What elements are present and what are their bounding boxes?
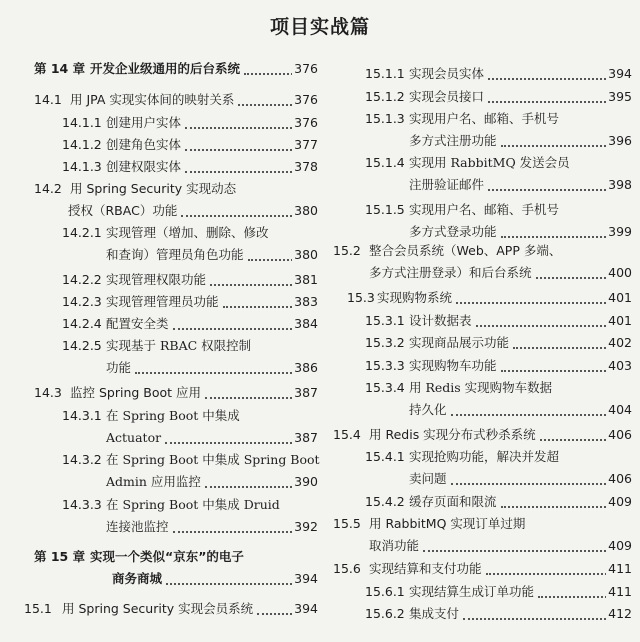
dot-leader <box>451 482 611 485</box>
toc-entry-s14-2-1 <box>0 222 318 266</box>
toc-entry-number: 14.3.3 <box>62 497 102 512</box>
toc-entry-title: 创建权限实体 <box>106 156 183 178</box>
dot-leader <box>423 549 610 552</box>
toc-entry-page-number: 401 <box>606 287 632 309</box>
dot-leader <box>501 505 611 508</box>
toc-entry-page-number: 412 <box>606 603 632 625</box>
toc-entry-page-number: 380 <box>292 244 318 266</box>
toc-entry-number: 14.3.2 <box>62 452 102 467</box>
toc-entry-number: 14.1 <box>34 92 62 107</box>
toc-entry-title: 实现会员接口 <box>409 86 486 108</box>
dot-leader <box>185 148 296 151</box>
toc-entry-number: 15.6 <box>333 561 361 576</box>
toc-entry-s14-3 <box>0 382 318 404</box>
toc-entry-s14-3-2 <box>0 449 318 493</box>
toc-entry-title: 配置安全类 <box>106 313 171 335</box>
dot-leader <box>501 144 611 147</box>
toc-entry-title: 实现用 RabbitMQ 发送会员 <box>409 152 572 174</box>
toc-entry-number: 15.3.4 <box>365 380 405 395</box>
toc-entry-number: 15.1.5 <box>365 202 405 217</box>
toc-entry-title: 开发企业级通用的后台系统 <box>90 58 242 80</box>
page-title: 项目实战篇 <box>269 16 370 38</box>
toc-entry-page-number: 387 <box>292 427 318 449</box>
toc-entry-ch14 <box>0 58 318 80</box>
toc-entry-title: 创建角色实体 <box>106 134 183 156</box>
dot-leader <box>536 276 611 279</box>
toc-entry-number: 14.3 <box>34 385 62 400</box>
dot-leader <box>185 170 296 173</box>
toc-entry-number: 15.6.1 <box>365 584 405 599</box>
toc-entry-page-number: 390 <box>292 471 318 493</box>
dot-leader <box>210 283 296 286</box>
toc-entry-title-continued: 多方式登录功能 <box>409 221 499 243</box>
toc-entry-number: 15.1.2 <box>365 89 405 104</box>
toc-entry-title: 实现一个类似“京东”的电子 <box>90 546 246 568</box>
toc-entry-number: 15.1.1 <box>365 66 405 81</box>
toc-entry-number: 14.2.4 <box>62 316 102 331</box>
toc-entry-s15-1-4 <box>325 152 632 196</box>
toc-entry-title: 在 Spring Boot 中集成 Druid <box>106 494 282 516</box>
toc-entry-title: 用 Spring Security 实现会员系统 <box>62 598 255 620</box>
toc-entry-title-continued: 注册验证邮件 <box>409 174 486 196</box>
dot-leader <box>501 235 611 238</box>
toc-entry-page-number: 411 <box>606 581 632 603</box>
toc-entry-s14-3-1 <box>0 405 318 449</box>
toc-entry-s15-1 <box>0 598 318 620</box>
dot-leader <box>488 100 610 103</box>
dot-leader <box>476 324 611 327</box>
toc-entry-s15-1-1 <box>325 63 632 85</box>
toc-entry-number: 15.4 <box>333 427 361 442</box>
toc-entry-s15-4-1 <box>325 446 632 490</box>
toc-entry-number: 15.6.2 <box>365 606 405 621</box>
toc-entry-title: 在 Spring Boot 中集成 <box>106 405 242 427</box>
toc-entry-s14-2-4 <box>0 313 318 335</box>
toc-entry-s14-1-2 <box>0 134 318 156</box>
toc-entry-s14-1 <box>0 89 318 111</box>
toc-entry-title: 用 Redis 实现分布式秒杀系统 <box>369 424 538 446</box>
toc-entry-s15-3-4 <box>325 377 632 421</box>
dot-leader <box>248 258 297 261</box>
toc-entry-page-number: 395 <box>606 86 632 108</box>
dot-leader <box>540 438 610 441</box>
toc-entry-number: 15.1.3 <box>365 111 405 126</box>
toc-entry-title: 监控 Spring Boot 应用 <box>70 382 203 404</box>
toc-entry-title: 实现管理权限功能 <box>106 269 208 291</box>
toc-entry-page-number: 402 <box>606 332 632 354</box>
dot-leader <box>165 441 296 444</box>
toc-entry-number: 14.2.3 <box>62 294 102 309</box>
dot-leader <box>456 301 610 304</box>
toc-entry-page-number: 392 <box>292 516 318 538</box>
toc-entry-page-number: 381 <box>292 269 318 291</box>
toc-entry-s15-5 <box>325 513 632 557</box>
dot-leader <box>488 77 610 80</box>
toc-entry-title: 用 RabbitMQ 实现订单过期 <box>369 513 527 535</box>
toc-entry-title: 整合会员系统（Web、APP 多端、 <box>369 240 563 262</box>
toc-entry-s15-3-1 <box>325 310 632 332</box>
toc-entry-number: 15.4.2 <box>365 494 405 509</box>
toc-entry-number: 14.2.2 <box>62 272 102 287</box>
toc-entry-page-number: 387 <box>292 382 318 404</box>
toc-entry-s15-3-3 <box>325 355 632 377</box>
toc-entry-s15-4-2 <box>325 491 632 513</box>
dot-leader <box>486 572 611 575</box>
toc-entry-title: 实现购物系统 <box>377 287 454 309</box>
toc-entry-number: 第 15 章 <box>34 549 86 564</box>
toc-entry-title-continued: 取消功能 <box>369 535 421 557</box>
toc-entry-title: 实现购物车功能 <box>409 355 499 377</box>
dot-leader <box>451 413 611 416</box>
toc-entry-page-number: 401 <box>606 310 632 332</box>
dot-leader <box>135 371 296 374</box>
toc-entry-page-number: 384 <box>292 313 318 335</box>
dot-leader <box>166 582 296 585</box>
dot-leader <box>181 214 296 217</box>
toc-entry-s15-6 <box>325 558 632 580</box>
toc-entry-page-number: 376 <box>292 58 318 80</box>
dot-leader <box>205 396 296 399</box>
toc-entry-title: 缓存页面和限流 <box>409 491 499 513</box>
toc-entry-number: 15.3 <box>347 290 375 305</box>
dot-leader <box>501 369 611 372</box>
toc-entry-title-continued: 和查询）管理员角色功能 <box>106 244 246 266</box>
toc-entry-title: 实现会员实体 <box>409 63 486 85</box>
toc-entry-number: 14.1.3 <box>62 159 102 174</box>
toc-entry-title: 创建用户实体 <box>106 112 183 134</box>
toc-entry-title: 实现管理管理员功能 <box>106 291 221 313</box>
dot-leader <box>257 612 296 615</box>
toc-entry-title: 实现结算和支付功能 <box>369 558 484 580</box>
toc-entry-s15-6-2 <box>325 603 632 625</box>
toc-entry-title-continued: 授权（RBAC）功能 <box>68 200 179 222</box>
toc-entry-number: 14.1.1 <box>62 115 102 130</box>
toc-entry-s14-3-3 <box>0 494 318 538</box>
toc-entry-page-number: 399 <box>606 221 632 243</box>
toc-entry-number: 第 14 章 <box>34 61 86 76</box>
toc-entry-s15-1-2 <box>325 86 632 108</box>
toc-entry-page-number: 406 <box>606 424 632 446</box>
toc-entry-title: 设计数据表 <box>409 310 474 332</box>
dot-leader <box>488 188 610 191</box>
toc-entry-title-continued: Actuator <box>106 427 163 449</box>
toc-entry-number: 14.2.1 <box>62 225 102 240</box>
toc-entry-number: 14.1.2 <box>62 137 102 152</box>
toc-entry-s14-1-1 <box>0 112 318 134</box>
toc-entry-title-continued: 卖问题 <box>409 468 449 490</box>
toc-entry-page-number: 404 <box>606 399 632 421</box>
toc-entry-title: 实现结算生成订单功能 <box>409 581 536 603</box>
toc-entry-page-number: 377 <box>292 134 318 156</box>
toc-entry-title: 实现基于 RBAC 权限控制 <box>106 335 253 357</box>
toc-entry-number: 15.3.2 <box>365 335 405 350</box>
toc-entry-title: 实现抢购功能，解决并发超 <box>409 446 561 468</box>
toc-entry-title: 集成支付 <box>409 603 461 625</box>
toc-entry-s14-2-5 <box>0 335 318 379</box>
toc-entry-title-continued: Admin 应用监控 <box>106 471 203 493</box>
dot-leader <box>513 346 610 349</box>
toc-entry-s14-1-3 <box>0 156 318 178</box>
toc-entry-number: 15.3.1 <box>365 313 405 328</box>
toc-entry-page-number: 409 <box>606 491 632 513</box>
toc-entry-page-number: 376 <box>292 89 318 111</box>
toc-entry-title-continued: 多方式注册登录）和后台系统 <box>369 262 534 284</box>
toc-entry-title-continued: 持久化 <box>409 399 449 421</box>
toc-entry-title: 实现管理（增加、删除、修改 <box>106 222 271 244</box>
toc-entry-page-number: 383 <box>292 291 318 313</box>
toc-entry-title: 实现商品展示功能 <box>409 332 511 354</box>
toc-entry-s15-1-3 <box>325 108 632 152</box>
toc-entry-number: 14.3.1 <box>62 408 102 423</box>
dot-leader <box>244 72 296 75</box>
toc-entry-title: 用 Redis 实现购物车数据 <box>409 377 554 399</box>
toc-entry-number: 14.2 <box>34 181 62 196</box>
toc-entry-s15-6-1 <box>325 581 632 603</box>
toc-entry-s15-3-2 <box>325 332 632 354</box>
toc-entry-title-continued: 功能 <box>106 357 133 379</box>
toc-entry-title-continued: 商务商城 <box>112 568 164 590</box>
dot-leader <box>185 126 296 129</box>
toc-entry-number: 15.2 <box>333 243 361 258</box>
toc-entry-title-continued: 连接池监控 <box>106 516 171 538</box>
toc-entry-page-number: 386 <box>292 357 318 379</box>
toc-entry-page-number: 380 <box>292 200 318 222</box>
toc-entry-page-number: 376 <box>292 112 318 134</box>
dot-leader <box>173 327 297 330</box>
toc-entry-number: 15.1.4 <box>365 155 405 170</box>
toc-entry-page-number: 411 <box>606 558 632 580</box>
toc-entry-s15-2 <box>325 240 632 284</box>
toc-entry-s14-2-3 <box>0 291 318 313</box>
dot-leader <box>173 530 297 533</box>
toc-entry-title: 实现用户名、邮箱、手机号 <box>409 108 561 130</box>
toc-entry-number: 14.2.5 <box>62 338 102 353</box>
dot-leader <box>238 103 296 106</box>
toc-entry-ch15 <box>0 546 318 590</box>
toc-entry-page-number: 396 <box>606 130 632 152</box>
toc-entry-number: 15.5 <box>333 516 361 531</box>
toc-entry-page-number: 409 <box>606 535 632 557</box>
toc-entry-title: 用 JPA 实现实体间的映射关系 <box>70 89 236 111</box>
toc-entry-page-number: 394 <box>292 598 318 620</box>
toc-entry-title: 用 Spring Security 实现动态 <box>70 178 238 200</box>
toc-entry-s15-4 <box>325 424 632 446</box>
toc-entry-title: 实现用户名、邮箱、手机号 <box>409 199 561 221</box>
toc-entry-page-number: 406 <box>606 468 632 490</box>
toc-entry-s14-2-2 <box>0 269 318 291</box>
toc-entry-title: 在 Spring Boot 中集成 Spring Boot <box>106 449 322 471</box>
toc-entry-s15-3 <box>325 287 632 309</box>
dot-leader <box>463 617 610 620</box>
dot-leader <box>223 305 297 308</box>
toc-entry-title-continued: 多方式注册功能 <box>409 130 499 152</box>
toc-entry-s14-2 <box>0 178 318 222</box>
toc-entry-page-number: 400 <box>606 262 632 284</box>
toc-entry-page-number: 378 <box>292 156 318 178</box>
toc-entry-number: 15.4.1 <box>365 449 405 464</box>
dot-leader <box>205 485 296 488</box>
toc-entry-number: 15.3.3 <box>365 358 405 373</box>
toc-entry-page-number: 403 <box>606 355 632 377</box>
toc-entry-number: 15.1 <box>24 601 52 616</box>
dot-leader <box>538 595 610 598</box>
toc-entry-page-number: 394 <box>606 63 632 85</box>
toc-entry-s15-1-5 <box>325 199 632 243</box>
toc-entry-page-number: 394 <box>292 568 318 590</box>
toc-entry-page-number: 398 <box>606 174 632 196</box>
